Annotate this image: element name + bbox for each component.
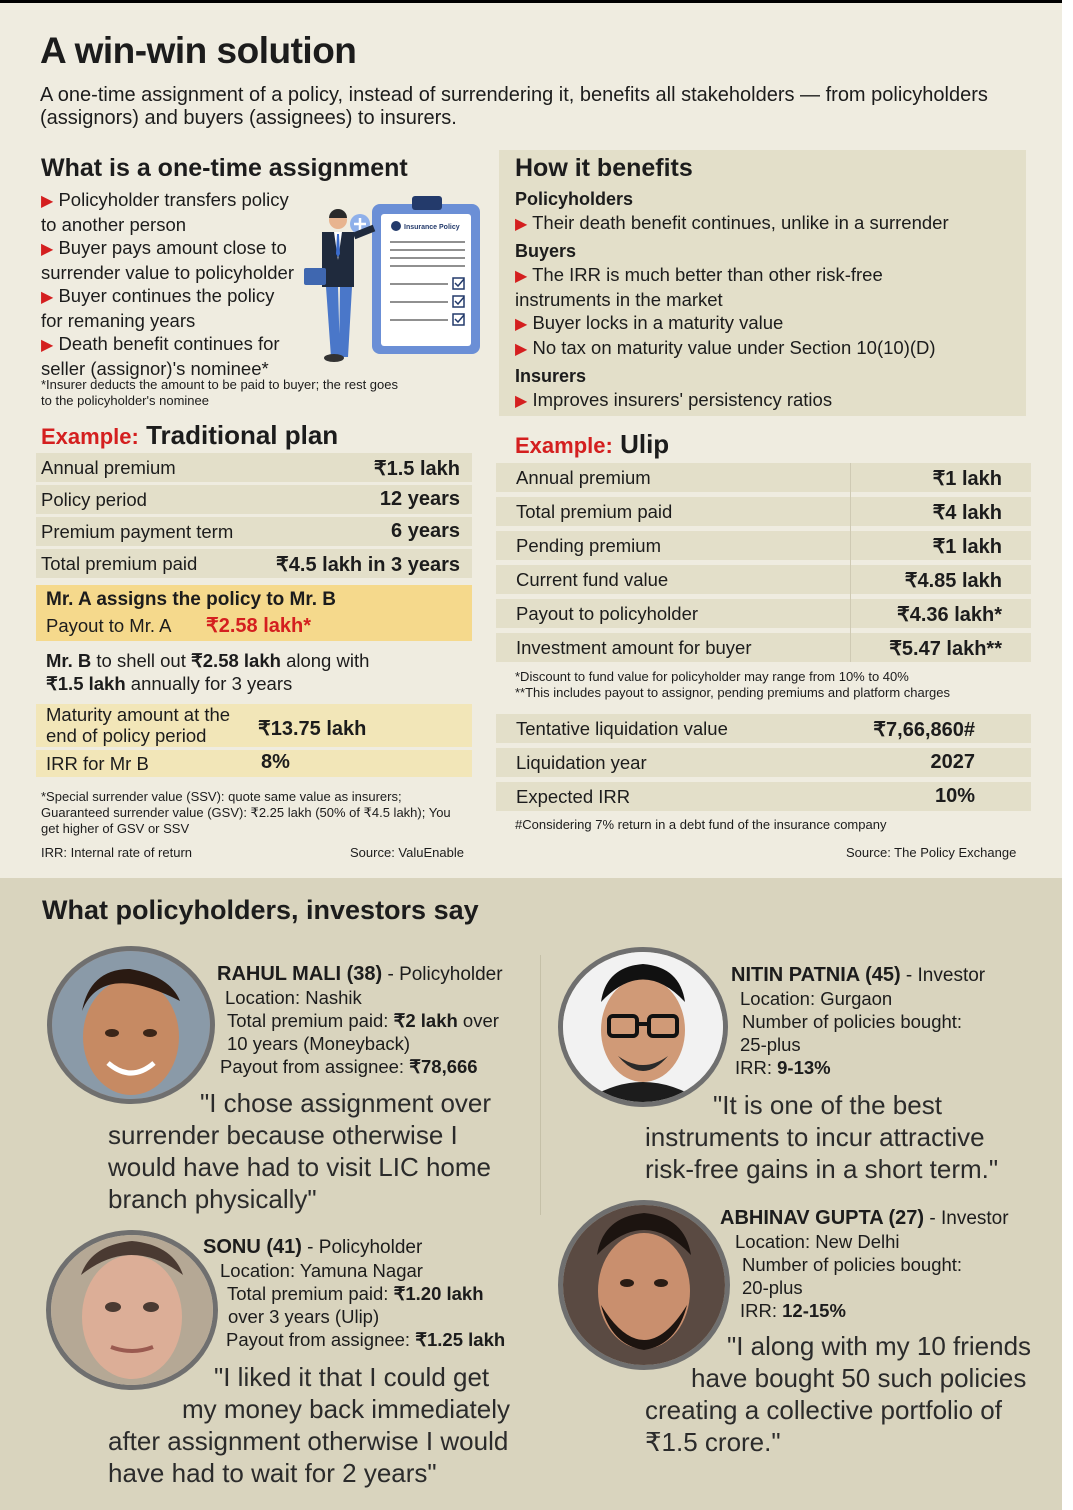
assignment-bullet: ▶ Policyholder transfers policy to another person [41,189,289,235]
ulip-row: Total premium paid ₹4 lakh [496,497,1031,526]
avatar [47,946,215,1104]
benefit-item: ▶ Their death benefit continues, unlike in a surrender [515,212,949,233]
benefit-item: ▶ No tax on maturity value under Section 10(10)(D) [515,337,936,358]
assignment-heading: What is a one-time assignment [41,154,408,182]
maturity-row: Maturity amount at the end of policy period ₹13.75 lakh [36,704,472,747]
irr-row: IRR for Mr B 8% [36,750,472,777]
right-margin [1062,0,1073,1510]
assignment-bullets [41,189,311,380]
benefit-group-label: Insurers [515,366,587,386]
quote-sonu: "I liked it that I could get my money back immediately after assignment otherwise I would have had to wait for 2 years" [108,1362,510,1488]
ulip-footnote-3: #Considering 7% return in a debt fund of the insurance company [515,817,887,832]
traditional-row: Total premium paid ₹4.5 lakh in 3 years [36,549,472,578]
avatar [558,947,728,1107]
testimonial-rahul: RAHUL MALI (38) - Policyholder Location: Nashik Total premium paid: ₹2 lakh over 10 years (Moneyback) Payout from assignee: ₹78,666 [217,963,503,1077]
traditional-footnote: *Special surrender value (SSV): quote same value as insurers; Guaranteed surrender value (GSV): ₹2.25 lakh (50% of ₹4.5 lakh); You get higher of GSV or SSV [41,789,451,836]
assignment-footnote: *Insurer deducts the amount to be paid to buyer; the rest goes to the policyholder's nominee [41,377,398,408]
ulip-source: Source: The Policy Exchange [846,845,1017,860]
triangle-bullet-icon: ▶ [515,393,528,410]
triangle-bullet-icon: ▶ [515,316,528,333]
ulip-row: Investment amount for buyer ₹5.47 lakh** [496,633,1031,662]
testimonials-divider [540,955,541,1215]
assignment-bullet: ▶ Death benefit continues for seller (assignor)'s nominee* [41,333,280,379]
ulip-liquidation-row: Liquidation year 2027 [496,748,1031,777]
triangle-bullet-icon: ▶ [515,268,528,285]
top-rule [0,0,1073,3]
quote-abhinav: "I along with my 10 friends have bought 50 such policies creating a collective portfolio of ₹1.5 crore." [645,1331,1032,1457]
ulip-row: Payout to policyholder ₹4.36 lakh* [496,599,1031,628]
benefit-group-label: Buyers [515,241,577,261]
benefits-heading: How it benefits [515,154,693,182]
triangle-bullet-icon: ▶ [41,241,54,258]
benefit-group-label: Policyholders [515,189,634,209]
assignment-bullet: ▶ Buyer continues the policy for remaning years [41,285,275,331]
testimonial-nitin: NITIN PATNIA (45) - Investor Location: Gurgaon Number of policies bought: 25-plus IRR: 9-13% [731,964,986,1078]
ulip-row: Pending premium ₹1 lakh [496,531,1031,560]
benefits-list [515,188,1020,413]
ulip-footnote: *Discount to fund value for policyholder may range from 10% to 40% **This includes payout to assignor, pending premiums and platform charges [515,669,951,700]
traditional-source: Source: ValuEnable [350,845,464,860]
benefit-item: ▶ The IRR is much better than other risk-free instruments in the market [515,264,883,310]
svg-text:Insurance Policy: Insurance Policy [404,224,460,231]
ulip-column-divider [850,463,851,662]
traditional-row: Premium payment term 6 years [36,517,472,546]
triangle-bullet-icon: ▶ [515,216,528,233]
traditional-example-title: Example: Traditional plan [41,420,339,450]
quote-nitin: "It is one of the best instruments to incur attractive risk-free gains in a short term." [645,1090,999,1184]
traditional-row: Annual premium ₹1.5 lakh [36,453,472,482]
testimonial-sonu: SONU (41) - Policyholder Location: Yamuna Nagar Total premium paid: ₹1.20 lakh over 3 years (Ulip) Payout from assignee: ₹1.25 lakh [203,1236,506,1350]
irr-definition: IRR: Internal rate of return [41,845,193,860]
ulip-liquidation-row: Expected IRR 10% [496,782,1031,811]
page-title: A win-win solution [40,30,357,71]
ulip-row: Annual premium ₹1 lakh [496,463,1031,492]
testimonial-abhinav: ABHINAV GUPTA (27) - Investor Location: New Delhi Number of policies bought: 20-plus IRR: 12-15% [720,1207,1009,1321]
assignment-highlight: Mr. A assigns the policy to Mr. B Payout to Mr. A ₹2.58 lakh* [36,585,472,641]
ulip-liquidation-row: Tentative liquidation value ₹7,66,860# [496,714,1031,743]
benefit-item: ▶ Improves insurers' persistency ratios [515,389,833,410]
intro-text: A one-time assignment of a policy, instead of surrendering it, benefits all stakeholders — from policyholders (assignors) and buyers (assignees) to insurers. [40,84,988,129]
ulip-row: Current fund value ₹4.85 lakh [496,565,1031,594]
policy-illustration [300,190,485,365]
traditional-row: Policy period 12 years [36,485,472,514]
assignment-bullet: ▶ Buyer pays amount close to surrender value to policyholder [41,237,294,283]
triangle-bullet-icon: ▶ [41,193,54,210]
quote-rahul: "I chose assignment over surrender because otherwise I would have had to visit LIC home branch physically" [108,1088,492,1214]
buyer-payment-note: Mr. B to shell out ₹2.58 lakh along with ₹1.5 lakh annually for 3 years [46,650,370,694]
benefit-item: ▶ Buyer locks in a maturity value [515,312,784,333]
triangle-bullet-icon: ▶ [515,341,528,358]
testimonials-heading: What policyholders, investors say [42,895,479,925]
triangle-bullet-icon: ▶ [41,337,54,354]
triangle-bullet-icon: ▶ [41,289,54,306]
ulip-example-title: Example: Ulip [515,429,670,459]
